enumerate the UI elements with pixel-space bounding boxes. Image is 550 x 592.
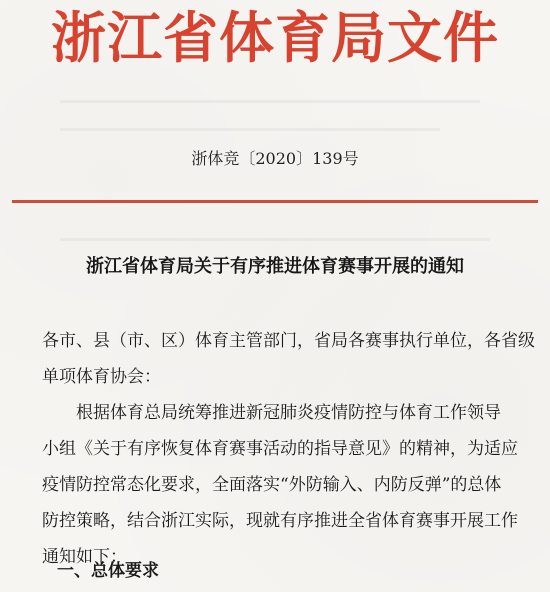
masthead-title: 浙江省体育局文件 bbox=[50, 5, 499, 70]
body-line: 疫情防控常态化要求，全面落实“外防输入、内防反弹”的总体 bbox=[42, 475, 502, 495]
red-divider-line bbox=[12, 200, 538, 203]
body-line: 根据体育总局统筹推进新冠肺炎疫情防控与体育工作领导 bbox=[42, 403, 501, 423]
bleed-through-line bbox=[60, 100, 480, 103]
body-line: 通知如下： bbox=[42, 547, 127, 567]
salutation bbox=[42, 323, 542, 395]
body-paragraph bbox=[42, 395, 542, 575]
salutation-line: 各市、县（市、区）体育主管部门，省局各赛事执行单位，各省级 bbox=[42, 331, 535, 351]
salutation-line: 单项体育协会： bbox=[42, 367, 161, 387]
document-title: 浙江省体育局关于有序推进体育赛事开展的通知 bbox=[86, 256, 464, 277]
bleed-through-line bbox=[60, 128, 440, 131]
document-number: 浙体竞〔2020〕139号 bbox=[191, 149, 359, 168]
body-line: 小组《关于有序恢复体育赛事活动的指导意见》的精神，为适应 bbox=[42, 439, 518, 459]
body-line: 防控策略，结合浙江实际，现就有序推进全省体育赛事开展工作 bbox=[42, 511, 518, 531]
section-heading: 一、总体要求 bbox=[57, 561, 159, 581]
bleed-through-line bbox=[60, 238, 490, 241]
